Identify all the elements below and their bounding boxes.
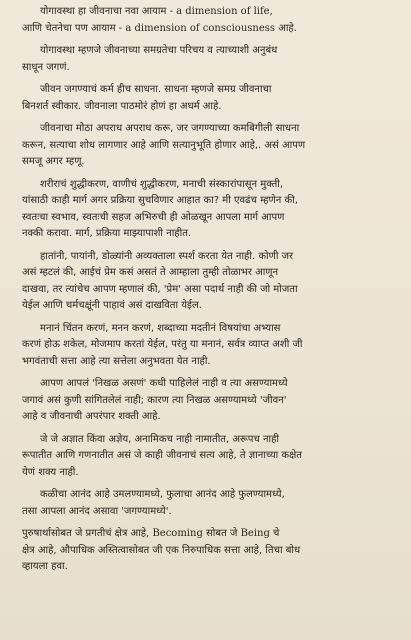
paragraph-5 [22,177,397,243]
paragraph-3 [22,82,397,115]
text-line: मनानं चिंतन करणं, मनन करणं, शब्दाच्या मदतीनं विषयांचा अभ्यास [40,322,281,334]
text-line: शरीराचं शुद्धीकरण, वाणीचं शुद्धीकरण, मनाची संस्कारांपासून मुक्ती, [40,178,284,190]
text-line: साधून जगणं. [22,61,70,73]
paragraph-1 [22,4,397,37]
text-line: क्षेत्र आहे, औपाधिक अस्तित्वासोबत जी एक निरुपाधिक सत्ता आहे, तिचा बोध [22,544,301,556]
text-line: भगवंताची सत्ता आहे त्या सत्तेला अनुभवता येत नाही. [22,355,211,367]
text-line: नक्की करावा. मार्ग, प्रक्रिया माझ्यापाशी नाहीत. [22,228,192,239]
text-line: जे जे अज्ञात किंवा अज्ञेय, अनामिकच नाही नामातीत, अरूपच नाही [40,433,280,445]
text-line: करणं होऊ शकेल, मोजमाप करतां येईल, परंतु या मनानं, सर्वत्र व्याप्त अशी जी [22,339,303,350]
text-line: दाखवा, तर त्यांचेच आपण म्हणालं की, 'प्रेम' असा पदार्थ नाही की जो मोजता [22,283,298,295]
text-line: रूपातीत आणि गणनातीत असं जे काही जीवनाचं सत्य आहे, ते ज्ञानाच्या कक्षेत [22,450,302,461]
text-line: येईल आणि चर्मचक्षूंनी पाहावं असं दाखविता येईल. [22,300,202,311]
paragraph-11 [22,526,397,576]
paragraph-8 [22,376,397,426]
text-line: समजू अगर म्हणू. [22,156,85,167]
text-line: योगावस्था हा जीवनाचा नवा आयाम - a dimension of life, [40,6,273,17]
paragraph-2 [22,43,397,76]
paragraph-10 [22,487,397,520]
text-line: व्हायला हवा. [22,561,68,572]
text-line: आपण आपलं 'निखळ असणं' कधी पाहिलेलं नाही व त्या असण्यामध्ये [40,378,288,389]
text-line: करून, सत्याचा शोध लागणार आहे आणि सत्यानुभूति होणार आहे,. असं आपण [22,139,306,151]
text-line: येणं शक्य नाही. [22,466,79,478]
text-line: कळीचा आनंद आहे उमलण्यामध्ये, फुलाचा आनंद आहे फुलण्यामध्ये, [40,489,285,500]
text-line: हातांनी, पायांनी, डोळ्यांनी अव्यक्ताला स्पर्श करता येत नाही. कोणी जर [40,250,294,262]
paragraph-4 [22,121,397,171]
text-line: योगावस्था म्हणजे जीवनाच्या समग्रतेचा परिचय व त्याच्याशी अनुबंध [40,45,278,56]
text-line: तसा आपला आनंद असावा 'जगण्यामध्ये'. [22,505,172,517]
text-line: आहे व जीवनाची अपरंपार शक्ती आहे. [22,411,161,422]
text-line: बिनशर्त स्वीकार. जीवनाला पाठमोरं होणं हा अधर्म आहे. [22,100,222,112]
text-line: असं म्हटलं की, आईचं प्रेम कसं असतं ते आम्हाला तुम्ही तोळाभर आणून [22,267,279,278]
paragraph-7 [22,321,397,371]
text-line: जगावं असं कुणी सांगितलेलं नाही; कारण त्या निखळ असण्यामध्ये 'जीवन' [22,394,287,406]
text-line: स्वतःचा स्वभाव, स्वतःची सहज अभिरुची ही ओळखून आपला मार्ग आपण [22,211,285,223]
text-line: आणि चेतनेचा पण आयाम - a dimension of consciousness आहे. [22,22,297,34]
text-line: पुरुषार्थासोबत जे प्रगतीचं क्षेत्र आहे, Becoming सोबत जे Being चे [22,528,280,539]
text-line: यांसाठी काही मार्ग अगर प्रक्रिया सुचविणार आहात का? मी एवढंच म्हणेन की, [22,195,298,206]
text-line: जीवनाचा मोठा अपराध अपराध करू, जर जगण्याच्या कमबिगीली साधना [40,123,300,134]
paragraph-6 [22,249,397,315]
paragraph-9 [22,432,397,482]
text-line: जीवन जगण्याचं कर्म हीच साधना. साधना म्हणजे समग्र जीवनाचा [40,84,272,95]
